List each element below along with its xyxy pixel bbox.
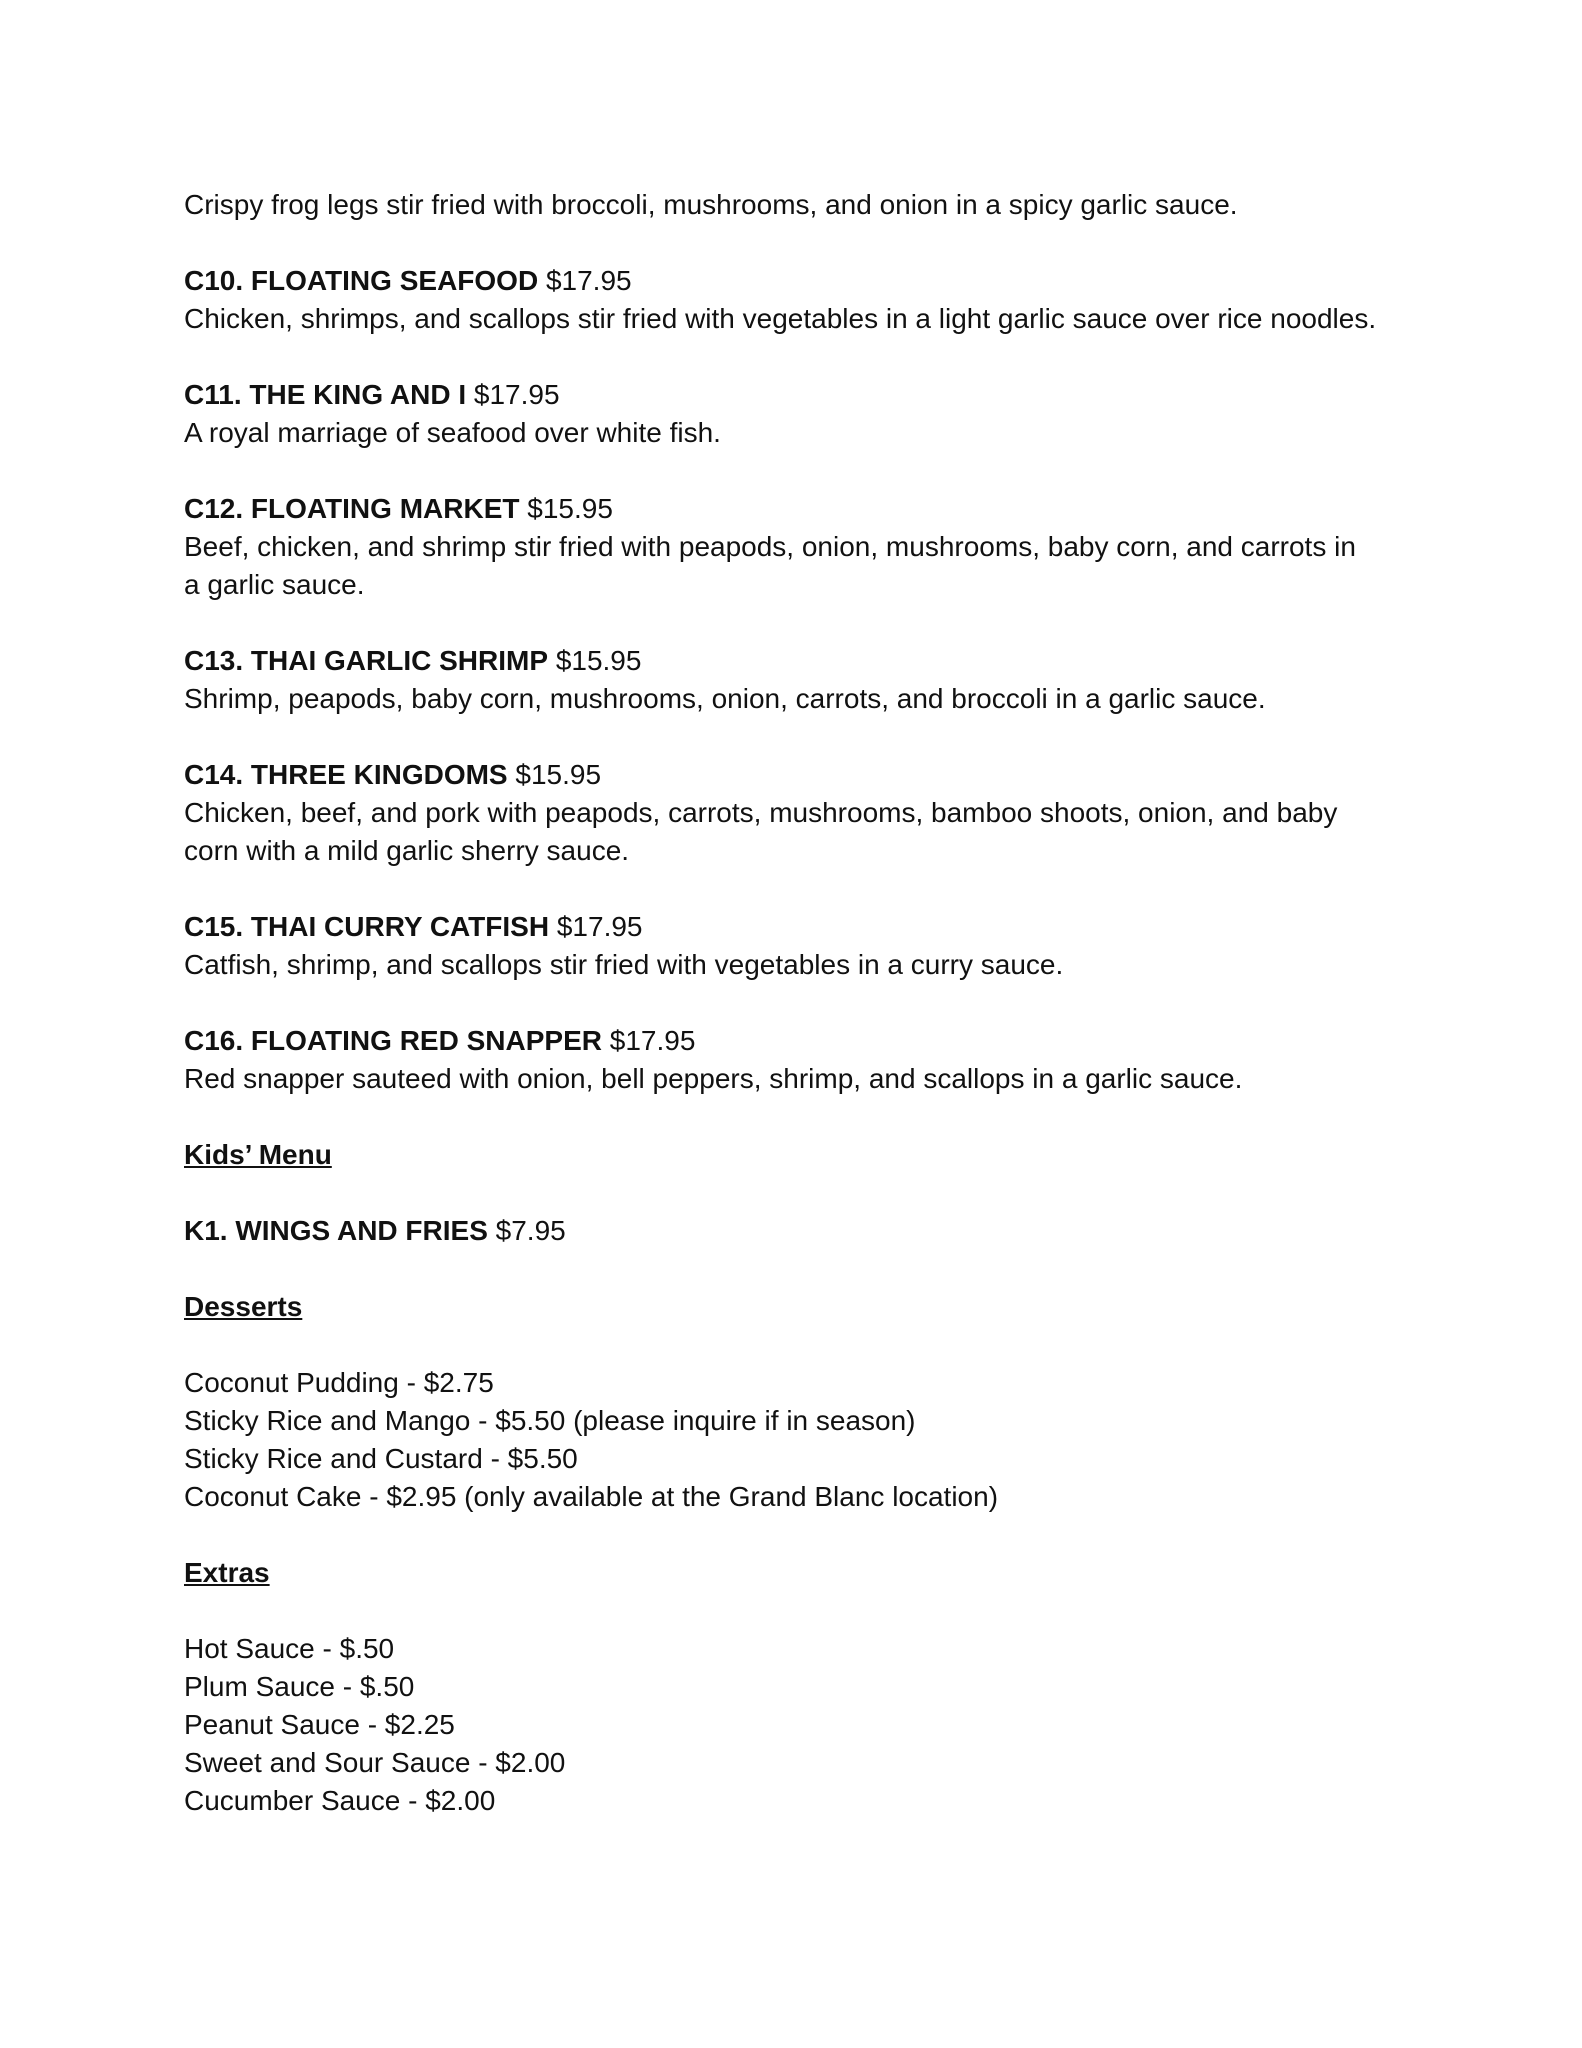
item-price: $17.95 (556, 911, 643, 942)
item-title-line (184, 908, 1414, 946)
item-description: Crispy frog legs stir fried with broccoli, mushrooms, and onion in a spicy garlic sauce. (184, 189, 1238, 220)
item-title-line (184, 1022, 1414, 1060)
dessert-item: Sticky Rice and Custard - $5.50 (184, 1443, 578, 1474)
item-price: $15.95 (515, 759, 602, 790)
item-name: C15. THAI CURRY CATFISH (184, 911, 550, 942)
item-price: $17.95 (473, 379, 560, 410)
spacer (184, 1250, 1414, 1288)
item-name: C11. THE KING AND I (184, 379, 467, 410)
menu-item-c16 (184, 1022, 1414, 1098)
extra-item: Sweet and Sour Sauce - $2.00 (184, 1747, 566, 1778)
item-title-line (184, 756, 1414, 794)
extras-heading: Extras (184, 1557, 270, 1588)
item-description-line-1: Chicken, beef, and pork with peapods, carrots, mushrooms, bamboo shoots, onion, and baby (184, 797, 1338, 828)
spacer (184, 1516, 1414, 1554)
kids-menu-heading: Kids’ Menu (184, 1139, 332, 1170)
menu-item-c15 (184, 908, 1414, 984)
extra-item: Cucumber Sauce - $2.00 (184, 1785, 496, 1816)
spacer (184, 1098, 1414, 1136)
item-name: C14. THREE KINGDOMS (184, 759, 508, 790)
item-price: $7.95 (495, 1215, 566, 1246)
item-description: Shrimp, peapods, baby corn, mushrooms, onion, carrots, and broccoli in a garlic sauce. (184, 683, 1266, 714)
item-description: Catfish, shrimp, and scallops stir fried with vegetables in a curry sauce. (184, 949, 1064, 980)
menu-item-c10 (184, 262, 1414, 338)
menu-page (184, 186, 1414, 1820)
item-name: K1. WINGS AND FRIES (184, 1215, 488, 1246)
item-description: A royal marriage of seafood over white fish. (184, 417, 721, 448)
item-price: $17.95 (545, 265, 632, 296)
extra-item: Plum Sauce - $.50 (184, 1671, 415, 1702)
item-name: C10. FLOATING SEAFOOD (184, 265, 539, 296)
spacer (184, 1174, 1414, 1212)
menu-item-c13 (184, 642, 1414, 718)
extra-item: Peanut Sauce - $2.25 (184, 1709, 455, 1740)
spacer (184, 224, 1414, 262)
spacer (184, 452, 1414, 490)
spacer (184, 1326, 1414, 1364)
item-name: C13. THAI GARLIC SHRIMP (184, 645, 549, 676)
menu-item-c11 (184, 376, 1414, 452)
menu-item-c14 (184, 756, 1414, 870)
item-description-line-2: a garlic sauce. (184, 569, 365, 600)
item-description-line-1: Beef, chicken, and shrimp stir fried with peapods, onion, mushrooms, baby corn, and carrots in (184, 531, 1356, 562)
menu-item-c12 (184, 490, 1414, 604)
item-name: C12. FLOATING MARKET (184, 493, 520, 524)
item-title-line (184, 262, 1414, 300)
dessert-item: Coconut Cake - $2.95 (only available at the Grand Blanc location) (184, 1481, 999, 1512)
kids-menu-item (184, 1212, 1414, 1250)
item-description: Red snapper sauteed with onion, bell peppers, shrimp, and scallops in a garlic sauce. (184, 1063, 1243, 1094)
spacer (184, 338, 1414, 376)
item-description-line-2: corn with a mild garlic sherry sauce. (184, 835, 630, 866)
spacer (184, 1592, 1414, 1630)
item-title-line (184, 376, 1414, 414)
extra-item: Hot Sauce - $.50 (184, 1633, 395, 1664)
item-name: C16. FLOATING RED SNAPPER (184, 1025, 602, 1056)
desserts-heading: Desserts (184, 1291, 303, 1322)
dessert-item: Sticky Rice and Mango - $5.50 (please inquire if in season) (184, 1405, 916, 1436)
item-price: $15.95 (555, 645, 642, 676)
item-description: Chicken, shrimps, and scallops stir fried with vegetables in a light garlic sauce over rice noodles. (184, 303, 1377, 334)
spacer (184, 870, 1414, 908)
item-price: $17.95 (609, 1025, 696, 1056)
spacer (184, 718, 1414, 756)
dessert-item: Coconut Pudding - $2.75 (184, 1367, 494, 1398)
item-price: $15.95 (527, 493, 613, 524)
spacer (184, 984, 1414, 1022)
item-title-line (184, 490, 1414, 528)
item-title-line (184, 642, 1414, 680)
spacer (184, 604, 1414, 642)
